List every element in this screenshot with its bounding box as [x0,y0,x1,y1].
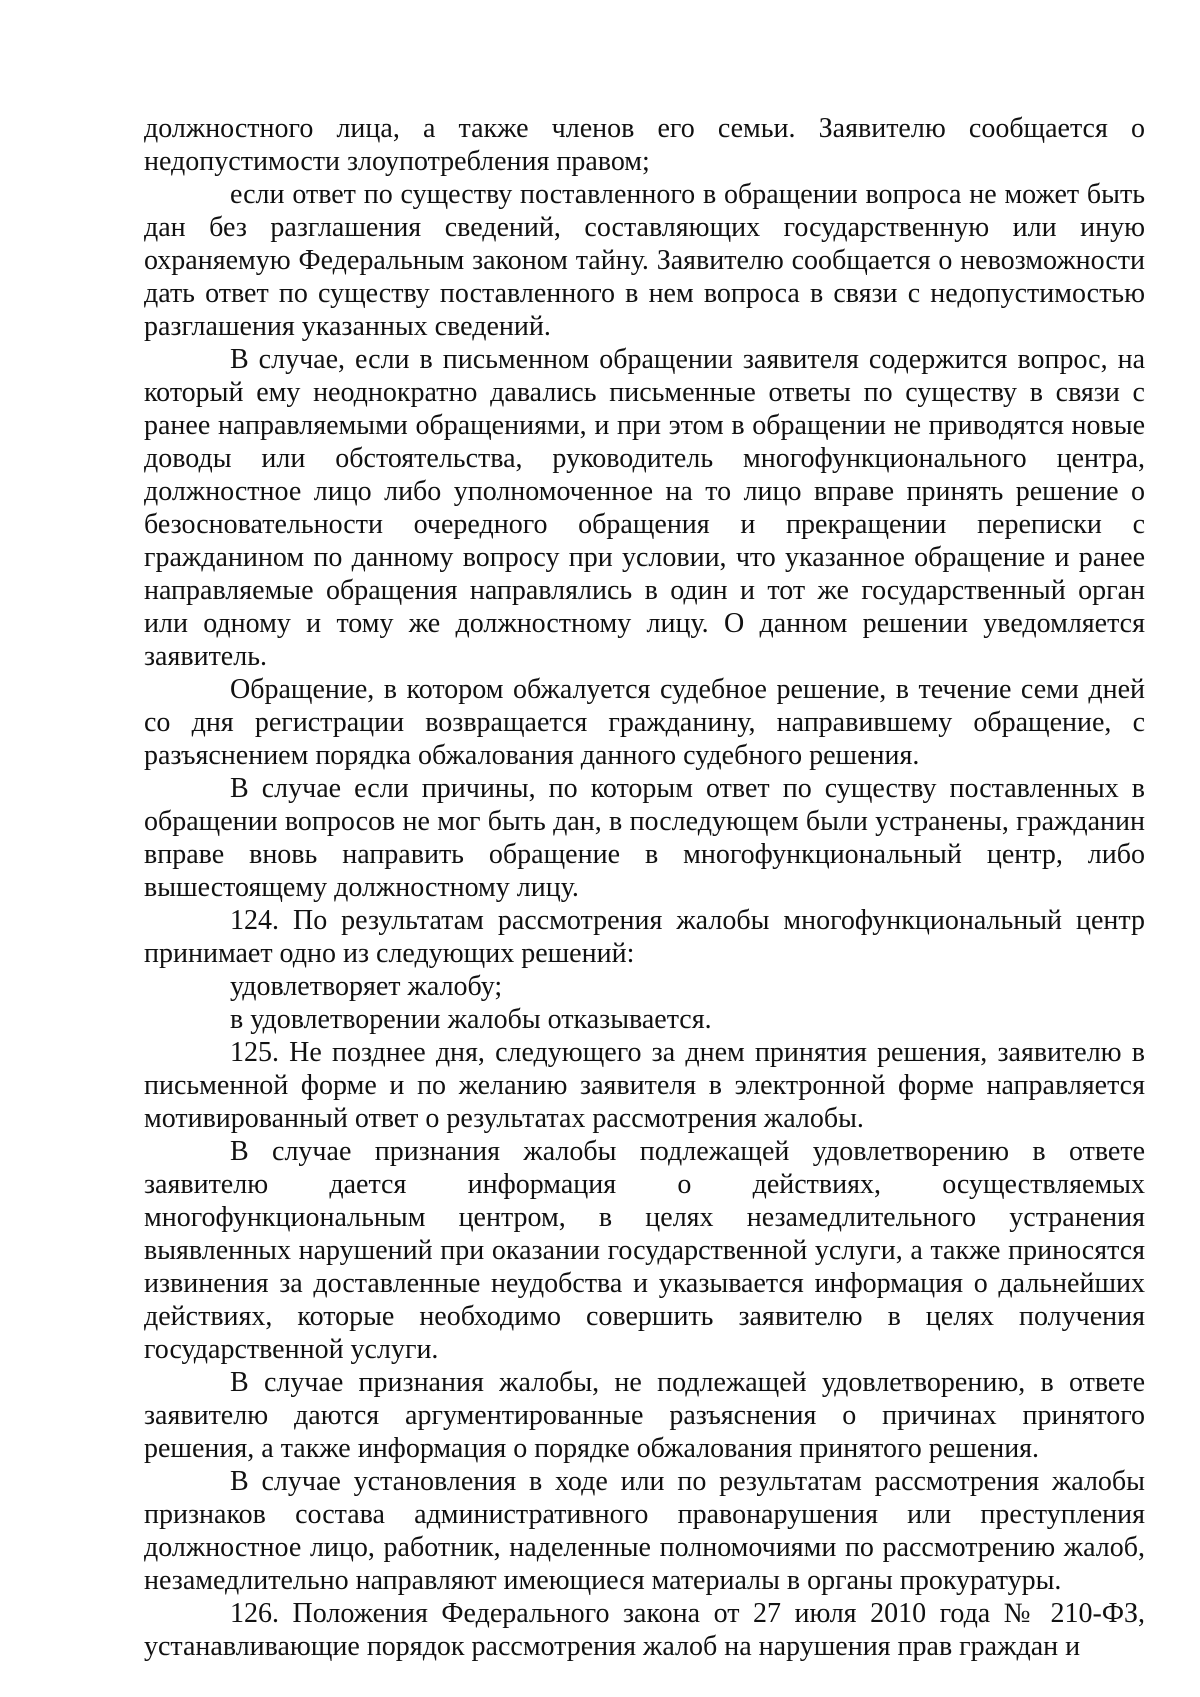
paragraph-continuation: должностного лица, а также членов его семьи. Заявителю сообщается о недопустимости злоупотребления правом; [144,113,1145,177]
paragraph-repeated-appeal: В случае, если в письменном обращении заявителя содержится вопрос, на который ему неоднократно давались письменные ответы по существу в связи с ранее направляемыми обращениями, и при этом в обращении не приводятся новые доводы или обстоятельства, руководитель многофункционального центра, должностное лицо либо уполномоченное на то лицо вправе принять решение о безосновательности очередного обращения и прекращении переписки с гражданином по данному вопросу при условии, что указанное обращение и ранее направляемые обращения направлялись в один и тот же государственный орган или одному и тому же должностному лицу. О данном решении уведомляется заявитель. [144,344,1145,672]
paragraph-125: 125. Не позднее дня, следующего за днем принятия решения, заявителю в письменной форме и по желанию заявителя в электронной форме направляется мотивированный ответ о результатах рассмотрения жалобы. [144,1037,1145,1134]
paragraph-complaint-satisfied: В случае признания жалобы подлежащей удовлетворению в ответе заявителю дается информация о действиях, осуществляемых многофункциональным центром, в целях незамедлительного устранения выявленных нарушений при оказании государственной услуги, а также приносятся извинения за доставленные неудобства и указывается информация о дальнейших действиях, которые необходимо совершить заявителю в целях получения государственной услуги. [144,1136,1145,1365]
paragraph-refuses: в удовлетворении жалобы отказывается. [230,1004,712,1035]
paragraph-prosecution: В случае установления в ходе или по результатам рассмотрения жалобы признаков состава административного правонарушения или преступления должностное лицо, работник, наделенные полномочиями по рассмотрению жалоб, незамедлительно направляют имеющиеся материалы в органы прокуратуры. [144,1466,1145,1596]
paragraph-126: 126. Положения Федерального закона от 27 июля 2010 года № 210-ФЗ, устанавливающие порядок рассмотрения жалоб на нарушения прав граждан и [144,1598,1145,1662]
paragraph-complaint-rejected: В случае признания жалобы, не подлежащей удовлетворению, в ответе заявителю даются аргументированные разъяснения о причинах принятого решения, а также информация о порядке обжалования принятого решения. [144,1367,1145,1464]
paragraph-satisfies: удовлетворяет жалобу; [230,971,503,1002]
paragraph-124: 124. По результатам рассмотрения жалобы многофункциональный центр принимает одно из следующих решений: [144,905,1145,969]
document-page [144,112,1145,1663]
paragraph-secret-info: если ответ по существу поставленного в обращении вопроса не может быть дан без разглашения сведений, составляющих государственную или иную охраняемую Федеральным законом тайну. Заявителю сообщается о невозможности дать ответ по существу поставленного в нем вопроса в связи с недопустимостью разглашения указанных сведений. [144,179,1145,342]
paragraph-reasons-eliminated: В случае если причины, по которым ответ по существу поставленных в обращении вопросов не мог быть дан, в последующем были устранены, гражданин вправе вновь направить обращение в многофункциональный центр, либо вышестоящему должностному лицу. [144,773,1145,903]
paragraph-court-decision: Обращение, в котором обжалуется судебное решение, в течение семи дней со дня регистрации возвращается гражданину, направившему обращение, с разъяснением порядка обжалования данного судебного решения. [144,674,1145,771]
